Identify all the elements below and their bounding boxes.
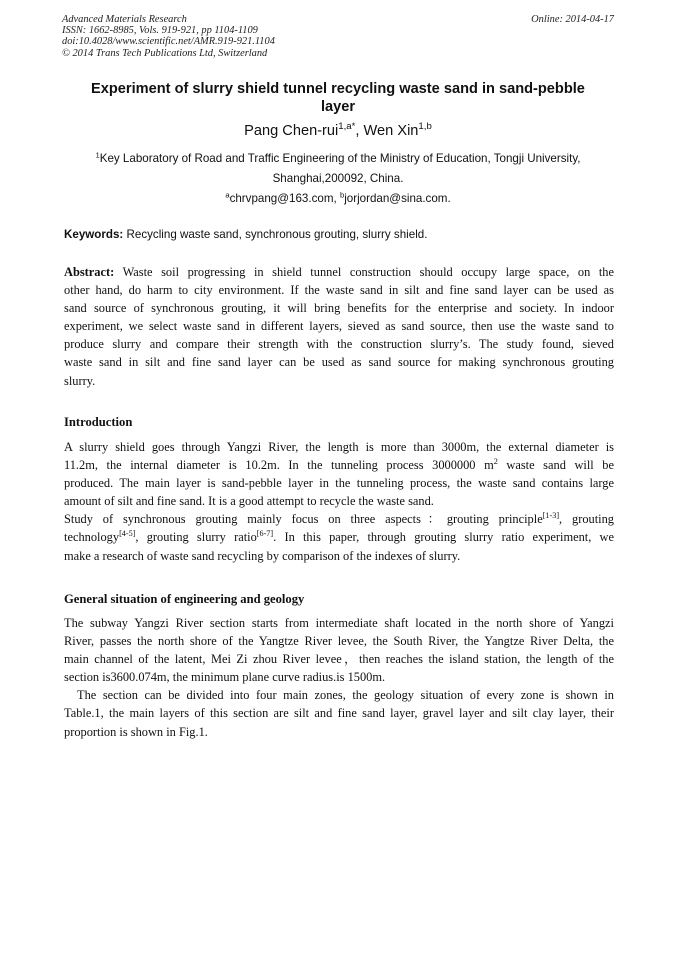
keywords-label: Keywords: xyxy=(64,228,124,241)
keywords xyxy=(64,227,620,243)
citation: [4-5] xyxy=(119,529,136,539)
intro-text: technology xyxy=(64,530,120,545)
general-situation-body xyxy=(64,614,614,741)
author-list xyxy=(60,122,616,140)
general-line: The section can be divided into four main zones, the geology situation of every zone is shown in xyxy=(77,688,614,703)
title-line-1: Experiment of slurry shield tunnel recycling waste sand in sand-pebble xyxy=(91,81,585,97)
introduction-body xyxy=(64,438,614,565)
intro-text: . In this paper, through grouting slurry ratio experiment, we xyxy=(273,530,614,545)
intro-text: waste sand will be xyxy=(497,458,614,473)
abstract-text: Waste soil progressing in shield tunnel construction should occupy large space, on the xyxy=(114,265,614,279)
journal-name: Advanced Materials Research xyxy=(62,14,187,25)
intro-line xyxy=(64,528,614,546)
general-line: section is3600.074m, the minimum plane curve radius.is 1500m. xyxy=(64,670,386,685)
journal-copyright: © 2014 Trans Tech Publications Ltd, Switzerland xyxy=(62,47,268,59)
intro-line: amount of silt and fine sand. It is a good attempt to recycle the waste sand. xyxy=(64,494,434,509)
affiliation-block xyxy=(60,149,616,209)
general-line: Table.1, the main layers of this section are silt and fine sand layer, gravel layer and silt clay layer, their xyxy=(64,706,614,721)
journal-issn: ISSN: 1662-8985, Vols. 919-921, pp 1104-1109 xyxy=(62,25,258,37)
general-line: River, passes the north shore of the Yangtze River levee, the South River, the Yangtze River Delta, the xyxy=(64,634,614,649)
intro-line: produced. The main layer is sand-pebble layer in the tunneling process, the waste sand contains large xyxy=(64,476,614,491)
affiliation-text: Key Laboratory of Road and Traffic Engineering of the Ministry of Education, Tongji University, xyxy=(99,152,581,165)
author-1-affil: 1,a* xyxy=(338,121,356,133)
abstract xyxy=(64,263,614,390)
abstract-line: experiment, we select waste sand in different layers, sieved as sand source, then use the waste sand to xyxy=(64,319,614,334)
affiliation-line-2: Shanghai,200092, China. xyxy=(272,172,404,185)
journal-header xyxy=(62,14,275,59)
abstract-line: produce slurry and compare their strength with the construction slurry’s. The study found, sieved xyxy=(64,337,614,352)
abstract-line xyxy=(64,263,614,281)
general-line: The subway Yangzi River section starts from intermediate shaft located in the north shore of Yangzi xyxy=(64,616,614,630)
author-separator: , xyxy=(355,123,364,139)
intro-line: A slurry shield goes through Yangzi River, the length is more than 3000m, the external diameter is xyxy=(64,440,614,454)
citation: [6-7] xyxy=(256,529,274,539)
intro-line: make a research of waste sand recycling by comparison of the indexes of slurry. xyxy=(64,548,461,563)
general-situation-heading: General situation of engineering and geology xyxy=(64,592,305,606)
intro-text: , grouting xyxy=(559,512,614,527)
general-line: proportion is shown in Fig.1. xyxy=(64,724,208,739)
abstract-label: Abstract: xyxy=(64,265,115,279)
online-date: Online: 2014-04-17 xyxy=(531,14,614,25)
abstract-line: sand source of synchronous grouting, it will bring benefits for the enterprise and society. In indoor xyxy=(64,301,614,316)
superscript: 2 xyxy=(493,457,498,467)
abstract-line: waste sand in silt and fine sand layer can be used as sand source for making synchronous grouting xyxy=(64,355,614,370)
affiliation-line-1 xyxy=(60,149,616,169)
intro-line xyxy=(64,510,614,528)
citation: [1-3] xyxy=(542,511,560,521)
general-line: main channel of the latent, Mei Zi zhou River levee，then reaches the island station, the length of the xyxy=(64,652,614,667)
author-2: Wen Xin xyxy=(363,123,419,139)
intro-text: , grouting slurry ratio xyxy=(135,530,257,545)
introduction-heading: Introduction xyxy=(64,415,133,429)
email-b: jorjordan@sina.com. xyxy=(344,192,451,205)
author-1: Pang Chen-rui xyxy=(244,123,339,139)
title-line-2: layer xyxy=(320,99,356,115)
intro-line xyxy=(64,456,614,474)
email-b-sup: b xyxy=(339,190,345,200)
email-a-sup: a xyxy=(225,190,230,200)
keywords-text: Recycling waste sand, synchronous grouting, slurry shield. xyxy=(123,228,428,241)
intro-text: Study of synchronous grouting mainly focus on three aspects：grouting principle xyxy=(64,512,543,527)
abstract-line: other hand, do harm to city environment. If the waste sand in silt and fine sand layer can be used as xyxy=(64,283,614,298)
paper-title xyxy=(60,80,616,116)
journal-doi: doi:10.4028/www.scientific.net/AMR.919-921.1104 xyxy=(62,36,275,48)
abstract-line: slurry. xyxy=(64,373,96,388)
affiliation-sup: 1 xyxy=(95,150,100,160)
email-line xyxy=(60,189,616,209)
intro-text: 11.2m, the internal diameter is 10.2m. In the tunneling process 3000000 m xyxy=(64,458,494,473)
email-a: chrvpang@163.com, xyxy=(229,192,340,205)
author-2-affil: 1,b xyxy=(418,121,432,133)
